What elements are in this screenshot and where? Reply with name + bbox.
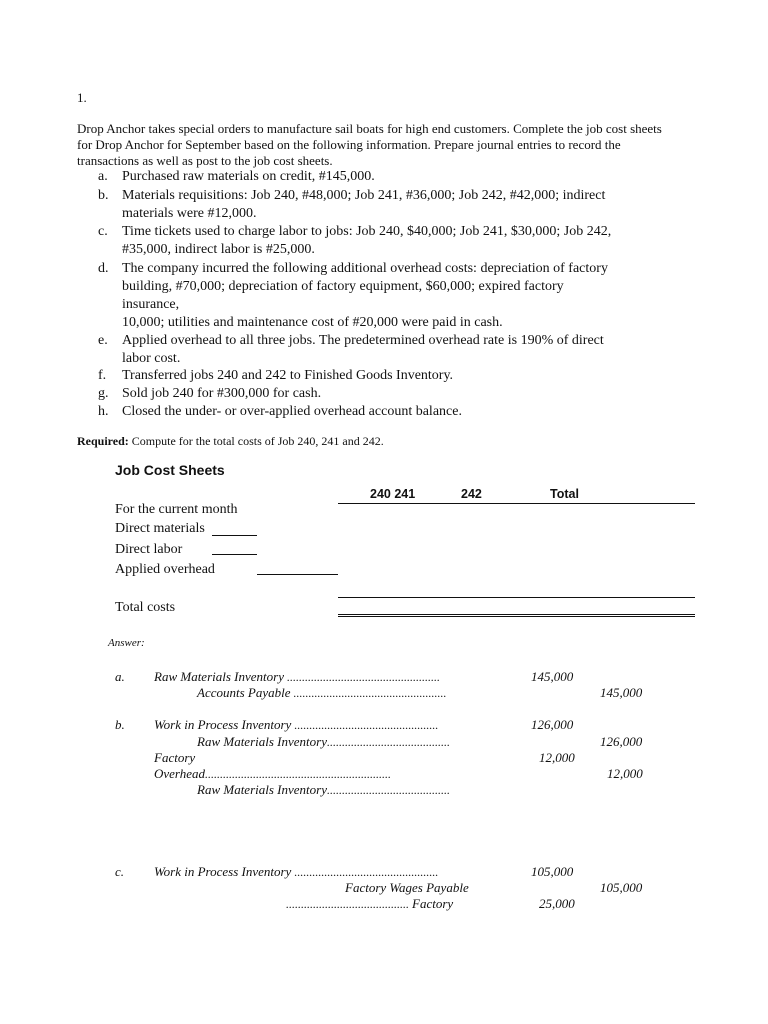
debit-amount: 105,000 bbox=[531, 864, 574, 879]
item-letter: b. bbox=[98, 188, 109, 203]
item-letter: d. bbox=[98, 261, 109, 276]
leader-dots: ................................................... bbox=[283, 670, 440, 684]
leader-dots: ................................................ bbox=[291, 718, 439, 732]
blank-line bbox=[257, 574, 338, 575]
leader-dots: ......................................... bbox=[286, 897, 412, 911]
problem-number: 1. bbox=[77, 90, 87, 105]
job-cost-sheets-title: Job Cost Sheets bbox=[115, 462, 225, 478]
required-label: Required: bbox=[77, 434, 129, 448]
debit-line bbox=[154, 766, 391, 782]
item-text: building, #70,000; depreciation of factory equipment, $60,000; expired factory bbox=[122, 279, 564, 294]
required-line bbox=[77, 434, 384, 449]
item-letter: a. bbox=[98, 169, 108, 184]
leader-dots: ......................................... bbox=[326, 735, 450, 749]
credit-amount: 145,000 bbox=[600, 685, 643, 700]
debit-amount: 126,000 bbox=[531, 717, 574, 732]
entry-letter: a. bbox=[115, 669, 125, 684]
blank-line bbox=[212, 535, 257, 536]
account-name: Factory bbox=[154, 750, 196, 765]
item-text: Closed the under- or over-applied overhead account balance. bbox=[122, 404, 462, 419]
item-letter: g. bbox=[98, 386, 109, 401]
item-text: insurance, bbox=[122, 297, 180, 312]
credit-amount: 105,000 bbox=[600, 880, 643, 895]
credit-amount: 12,000 bbox=[607, 766, 643, 781]
item-text: Materials requisitions: Job 240, #48,000; Job 241, #36,000; Job 242, #42,000; indirect bbox=[122, 188, 606, 203]
item-letter: f. bbox=[98, 368, 107, 383]
intro-line-2: for Drop Anchor for September based on the following information. Prepare journal entries to record the bbox=[77, 137, 621, 152]
row-direct-labor: Direct labor bbox=[115, 542, 183, 557]
answer-label: Answer: bbox=[108, 637, 145, 649]
intro-line-3: transactions as well as post to the job cost sheets. bbox=[77, 153, 333, 168]
blank-line bbox=[212, 554, 257, 555]
leader-dots: ......................................... bbox=[326, 783, 450, 797]
item-text: Transferred jobs 240 and 242 to Finished Goods Inventory. bbox=[122, 368, 454, 383]
entry-letter: b. bbox=[115, 717, 125, 732]
credit-account: Factory Wages Payable bbox=[345, 880, 469, 895]
item-letter: c. bbox=[98, 224, 108, 239]
credit-line bbox=[197, 734, 450, 750]
header-underline bbox=[338, 503, 695, 504]
item-letter: h. bbox=[98, 404, 109, 419]
item-text: labor cost. bbox=[122, 351, 181, 366]
account-name: Accounts Payable bbox=[197, 685, 291, 700]
subtotal-line bbox=[338, 597, 695, 598]
debit-line bbox=[154, 864, 438, 880]
row-current-month: For the current month bbox=[115, 502, 238, 517]
account-name: Work in Process Inventory bbox=[154, 717, 292, 732]
leader-dots: .............................................................. bbox=[205, 767, 392, 781]
item-text: The company incurred the following additional overhead costs: depreciation of factory bbox=[122, 261, 608, 276]
leader-dots: ................................................ bbox=[291, 865, 439, 879]
intro-line-1: Drop Anchor takes special orders to manufacture sail boats for high end customers. Complete the job cost sheets bbox=[77, 121, 662, 136]
total-double-line bbox=[338, 614, 695, 617]
item-text: 10,000; utilities and maintenance cost of #20,000 were paid in cash. bbox=[122, 315, 503, 330]
debit-line bbox=[154, 717, 438, 733]
row-total-costs: Total costs bbox=[115, 600, 176, 615]
credit-amount: 126,000 bbox=[600, 734, 643, 749]
debit-amount: 25,000 bbox=[539, 896, 575, 911]
item-text: Sold job 240 for #300,000 for cash. bbox=[122, 386, 322, 401]
item-text: materials were #12,000. bbox=[122, 206, 257, 221]
account-name: Raw Materials Inventory bbox=[197, 734, 327, 749]
item-text: #35,000, indirect labor is #25,000. bbox=[122, 242, 315, 257]
debit-amount: 145,000 bbox=[531, 669, 574, 684]
account-name: Overhead bbox=[154, 766, 206, 781]
col-header-total: Total bbox=[550, 487, 579, 501]
credit-line bbox=[197, 685, 447, 701]
item-text: Purchased raw materials on credit, #145,000. bbox=[122, 169, 375, 184]
account-name: Raw Materials Inventory bbox=[197, 782, 327, 797]
col-header-242: 242 bbox=[461, 487, 482, 501]
item-letter: e. bbox=[98, 333, 108, 348]
account-name: Work in Process Inventory bbox=[154, 864, 292, 879]
item-text: Time tickets used to charge labor to jobs: Job 240, $40,000; Job 241, $30,000; Job 242, bbox=[122, 224, 612, 239]
row-applied-overhead: Applied overhead bbox=[115, 562, 215, 577]
credit-line bbox=[197, 782, 450, 798]
account-name: Factory bbox=[412, 896, 454, 911]
debit-amount: 12,000 bbox=[539, 750, 575, 765]
leader-dots: ................................................... bbox=[290, 686, 447, 700]
entry-letter: c. bbox=[115, 864, 125, 879]
debit-line bbox=[286, 896, 453, 912]
required-text: Compute for the total costs of Job 240, 241 and 242. bbox=[128, 434, 384, 448]
item-text: Applied overhead to all three jobs. The predetermined overhead rate is 190% of direct bbox=[122, 333, 604, 348]
debit-line bbox=[154, 669, 440, 685]
col-header-240-241: 240 241 bbox=[370, 487, 416, 501]
account-name: Raw Materials Inventory bbox=[154, 669, 284, 684]
row-direct-materials: Direct materials bbox=[115, 521, 205, 536]
